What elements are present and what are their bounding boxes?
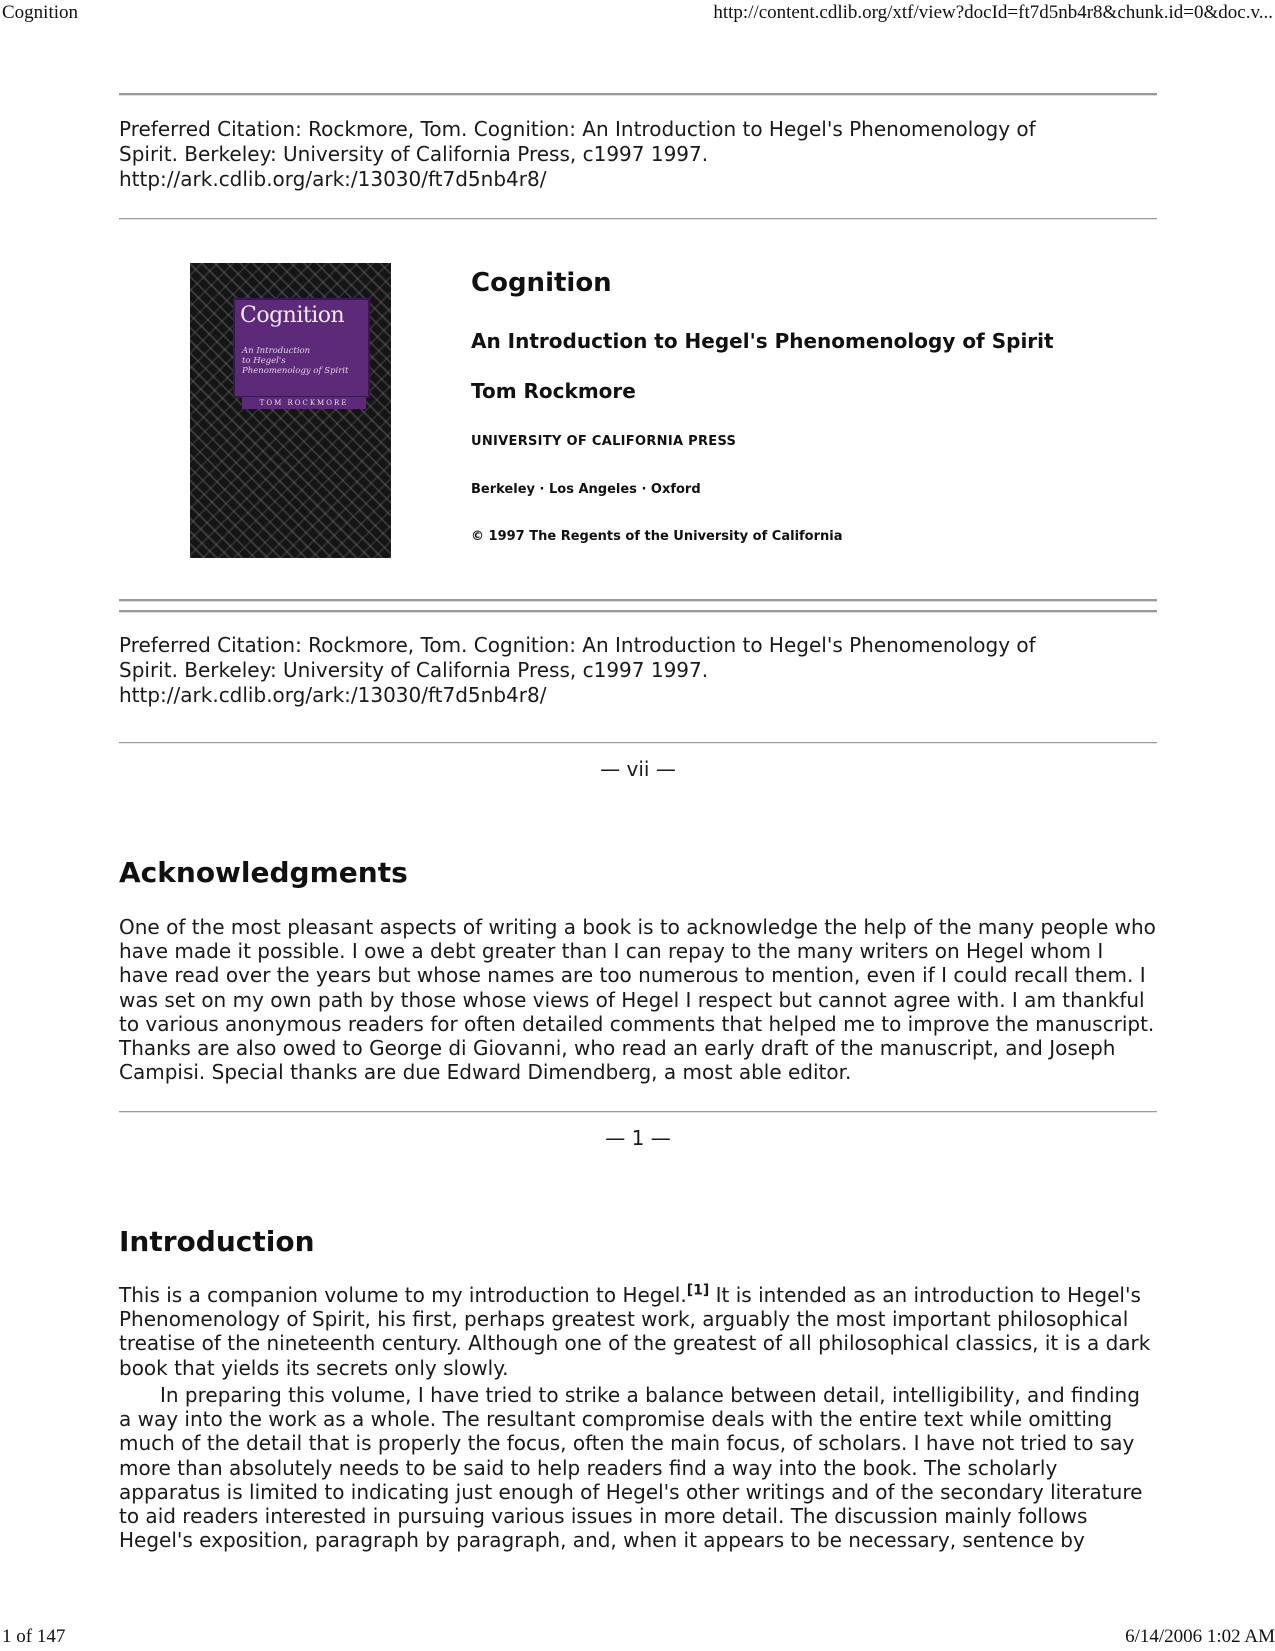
- cover-subtitle-line: to Hegel's: [242, 356, 286, 366]
- text-line: was set on my own path by those whose views of Hegel I respect but cannot agree with. I am thankful: [119, 987, 1145, 1012]
- text-line: [119, 1283, 1157, 1307]
- cover-subtitle-line: An Introduction: [242, 346, 311, 356]
- text-line: more than absolutely needs to be said to help readers find a way into the book. The scholarly: [119, 1455, 1058, 1480]
- text-line: have read over the years but whose names are too numerous to mention, even if I could recall them. I: [119, 963, 1146, 988]
- print-footer: [0, 1624, 1275, 1650]
- preferred-citation-bottom: [119, 633, 1157, 708]
- divider: [119, 218, 1157, 220]
- book-subtitle: An Introduction to Hegel's Phenomenology of Spirit: [471, 329, 1054, 353]
- page-marker-vii: — vii —: [600, 757, 676, 781]
- text-line: book that yields its secrets only slowly.: [119, 1355, 509, 1380]
- divider: [119, 742, 1157, 744]
- text-line: treatise of the nineteenth century. Although one of the greatest of all philosophical classics, it is a dark: [119, 1331, 1151, 1356]
- text-line: In preparing this volume, I have tried to strike a balance between detail, intelligibility, and finding: [160, 1383, 1140, 1407]
- print-header-title: Cognition: [2, 2, 79, 23]
- preferred-citation-top: [119, 117, 1157, 192]
- cover-subtitle: [242, 346, 366, 376]
- text-line: to aid readers interested in pursuing various issues in more detail. The discussion mainly follows: [119, 1504, 1088, 1529]
- text-fragment: This is a companion volume to my introduction to Hegel.: [119, 1283, 687, 1307]
- footnote-link[interactable]: [1]: [686, 1282, 710, 1299]
- cover-title: Cognition: [240, 303, 345, 328]
- text-line: Hegel's exposition, paragraph by paragraph, and, when it appears to be necessary, sentence by: [119, 1528, 1085, 1553]
- text-line: Campisi. Special thanks are due Edward Dimendberg, a most able editor.: [119, 1060, 852, 1085]
- publisher-places: Berkeley · Los Angeles · Oxford: [471, 482, 701, 497]
- divider: [119, 1111, 1157, 1113]
- citation-line: Preferred Citation: Rockmore, Tom. Cognition: An Introduction to Hegel's Phenomenology of: [119, 633, 1036, 657]
- text-line: much of the detail that is properly the focus, often the main focus, of scholars. I have not tried to say: [119, 1431, 1135, 1456]
- citation-link[interactable]: http://ark.cdlib.org/ark:/13030/ft7d5nb4r8/: [119, 683, 547, 707]
- citation-line: Preferred Citation: Rockmore, Tom. Cognition: An Introduction to Hegel's Phenomenology of: [119, 117, 1036, 141]
- copyright: © 1997 The Regents of the University of California: [471, 529, 843, 544]
- divider: [119, 599, 1157, 602]
- text-line: Thanks are also owed to George di Giovanni, who read an early draft of the manuscript, and Joseph: [119, 1036, 1116, 1061]
- page-count: 1 of 147: [2, 1626, 66, 1647]
- cover-subtitle-line: Phenomenology of Spirit: [242, 366, 349, 376]
- text-line: to various anonymous readers for often detailed comments that helped me to improve the manuscript.: [119, 1011, 1155, 1036]
- cover-author: TOM ROCKMORE: [242, 397, 366, 409]
- book-title: Cognition: [471, 268, 612, 298]
- acknowledgments-paragraph: [119, 915, 1157, 1084]
- book-cover-image: [190, 263, 391, 558]
- text-line: apparatus is limited to indicating just enough of Hegel's other writings and of the secondary literature: [119, 1479, 1143, 1504]
- introduction-paragraph-1: [119, 1283, 1157, 1380]
- introduction-heading: Introduction: [119, 1225, 315, 1258]
- print-header-url: http://content.cdlib.org/xtf/view?docId=ft7d5nb4r8&chunk.id=0&doc.v...: [713, 2, 1273, 23]
- page-marker-1: — 1 —: [605, 1126, 671, 1150]
- print-header: [0, 0, 1275, 26]
- publisher: UNIVERSITY OF CALIFORNIA PRESS: [471, 434, 737, 449]
- citation-line: Spirit. Berkeley: University of California Press, c1997 1997.: [119, 142, 709, 166]
- text-line: One of the most pleasant aspects of writing a book is to acknowledge the help of the many people who: [119, 915, 1156, 939]
- text-line: Phenomenology of Spirit, his first, perhaps greatest work, arguably the most important philosophical: [119, 1307, 1129, 1332]
- print-timestamp: 6/14/2006 1:02 AM: [1125, 1626, 1275, 1647]
- text-fragment: It is intended as an introduction to Hegel's: [709, 1283, 1141, 1307]
- citation-line: Spirit. Berkeley: University of California Press, c1997 1997.: [119, 658, 709, 682]
- citation-link[interactable]: http://ark.cdlib.org/ark:/13030/ft7d5nb4r8/: [119, 167, 547, 191]
- divider: [119, 610, 1157, 613]
- introduction-paragraph-2: [119, 1383, 1157, 1552]
- acknowledgments-heading: Acknowledgments: [119, 856, 408, 889]
- text-line: have made it possible. I owe a debt greater than I can repay to the many writers on Hegel whom I: [119, 939, 1104, 964]
- book-author: Tom Rockmore: [471, 379, 636, 403]
- divider: [119, 93, 1157, 96]
- text-line: a way into the work as a whole. The resultant compromise deals with the entire text while omitting: [119, 1407, 1113, 1432]
